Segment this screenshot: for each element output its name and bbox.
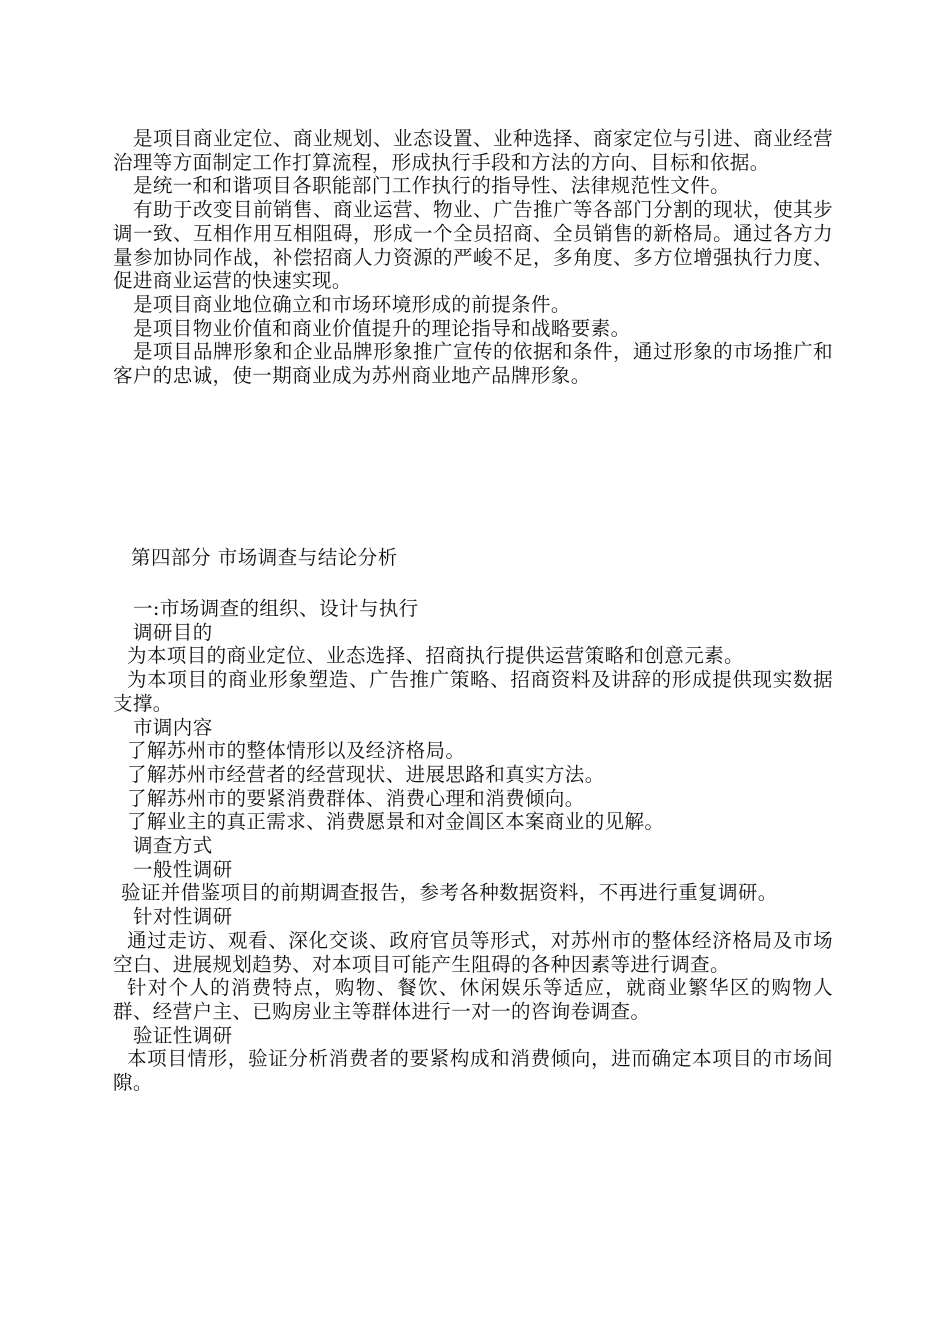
- body-paragraph: 验证并借鉴项目的前期调查报告，参考各种数据资料，不再进行重复调研。: [121, 881, 778, 905]
- subsection-heading: 针对性调研: [133, 905, 233, 929]
- intro-paragraph: 是项目商业定位、商业规划、业态设置、业种选择、商家定位与引进、商业经营治理等方面制定工作打算流程，形成执行手段和方法的方向、目标和依据。: [113, 127, 833, 174]
- intro-paragraph: 是项目品牌形象和企业品牌形象推广宣传的依据和条件，通过形象的市场推广和客户的忠诚，使一期商业成为苏州商业地产品牌形象。: [113, 340, 833, 388]
- body-paragraph: 本项目情形，验证分析消费者的要紧构成和消费倾向，进而确定本项目的市场间隙。: [113, 1047, 833, 1095]
- body-paragraph: 通过走访、观看、深化交谈、政府官员等形式，对苏州市的整体经济格局及市场空白、进展规划趋势、对本项目可能产生阻碍的各种因素等进行调查。: [113, 928, 833, 976]
- body-paragraph: 为本项目的商业定位、业态选择、招商执行提供运营策略和创意元素。: [127, 644, 744, 668]
- intro-paragraph: 是统一和和谐项目各职能部门工作执行的指导性、法律规范性文件。: [133, 174, 731, 198]
- subsection-heading: 一般性调研: [133, 857, 233, 881]
- body-paragraph: 了解业主的真正需求、消费愿景和对金阊区本案商业的见解。: [127, 810, 665, 834]
- body-paragraph: 了解苏州市经营者的经营现状、进展思路和真实方法。: [127, 762, 605, 786]
- intro-section: [113, 127, 833, 388]
- section-title: 第四部分 市场调查与结论分析: [131, 546, 398, 569]
- market-research-section: [113, 597, 833, 1095]
- intro-paragraph: 是项目商业地位确立和市场环境形成的前提条件。: [133, 292, 571, 316]
- subsection-heading: 验证性调研: [133, 1023, 233, 1047]
- subsection-heading: 调研目的: [133, 620, 213, 644]
- subsection-heading: 调查方式: [133, 834, 213, 858]
- subsection-heading: 市调内容: [133, 715, 213, 739]
- intro-paragraph: 是项目物业价值和商业价值提升的理论指导和战略要素。: [133, 316, 631, 340]
- body-paragraph: 了解苏州市的整体情形以及经济格局。: [127, 739, 466, 763]
- subsection-heading: 一:市场调查的组织、设计与执行: [133, 597, 419, 620]
- intro-paragraph: 有助于改变目前销售、商业运营、物业、广告推广等各部门分割的现状，使其步调一致、互相作用互相阻碍，形成一个全员招商、全员销售的新格局。通过各方力量参加协同作战，补偿招商人力资源的严峻不足，多角度、多方位增强执行力度、促进商业运营的快速实现。: [113, 198, 833, 293]
- body-paragraph: 了解苏州市的要紧消费群体、消费心理和消费倾向。: [127, 786, 585, 810]
- body-paragraph: 为本项目的商业形象塑造、广告推广策略、招商资料及讲辞的形成提供现实数据支撑。: [113, 668, 833, 715]
- body-paragraph: 针对个人的消费特点，购物、餐饮、休闲娱乐等适应，就商业繁华区的购物人群、经营户主、已购房业主等群体进行一对一的咨询卷调查。: [113, 976, 833, 1023]
